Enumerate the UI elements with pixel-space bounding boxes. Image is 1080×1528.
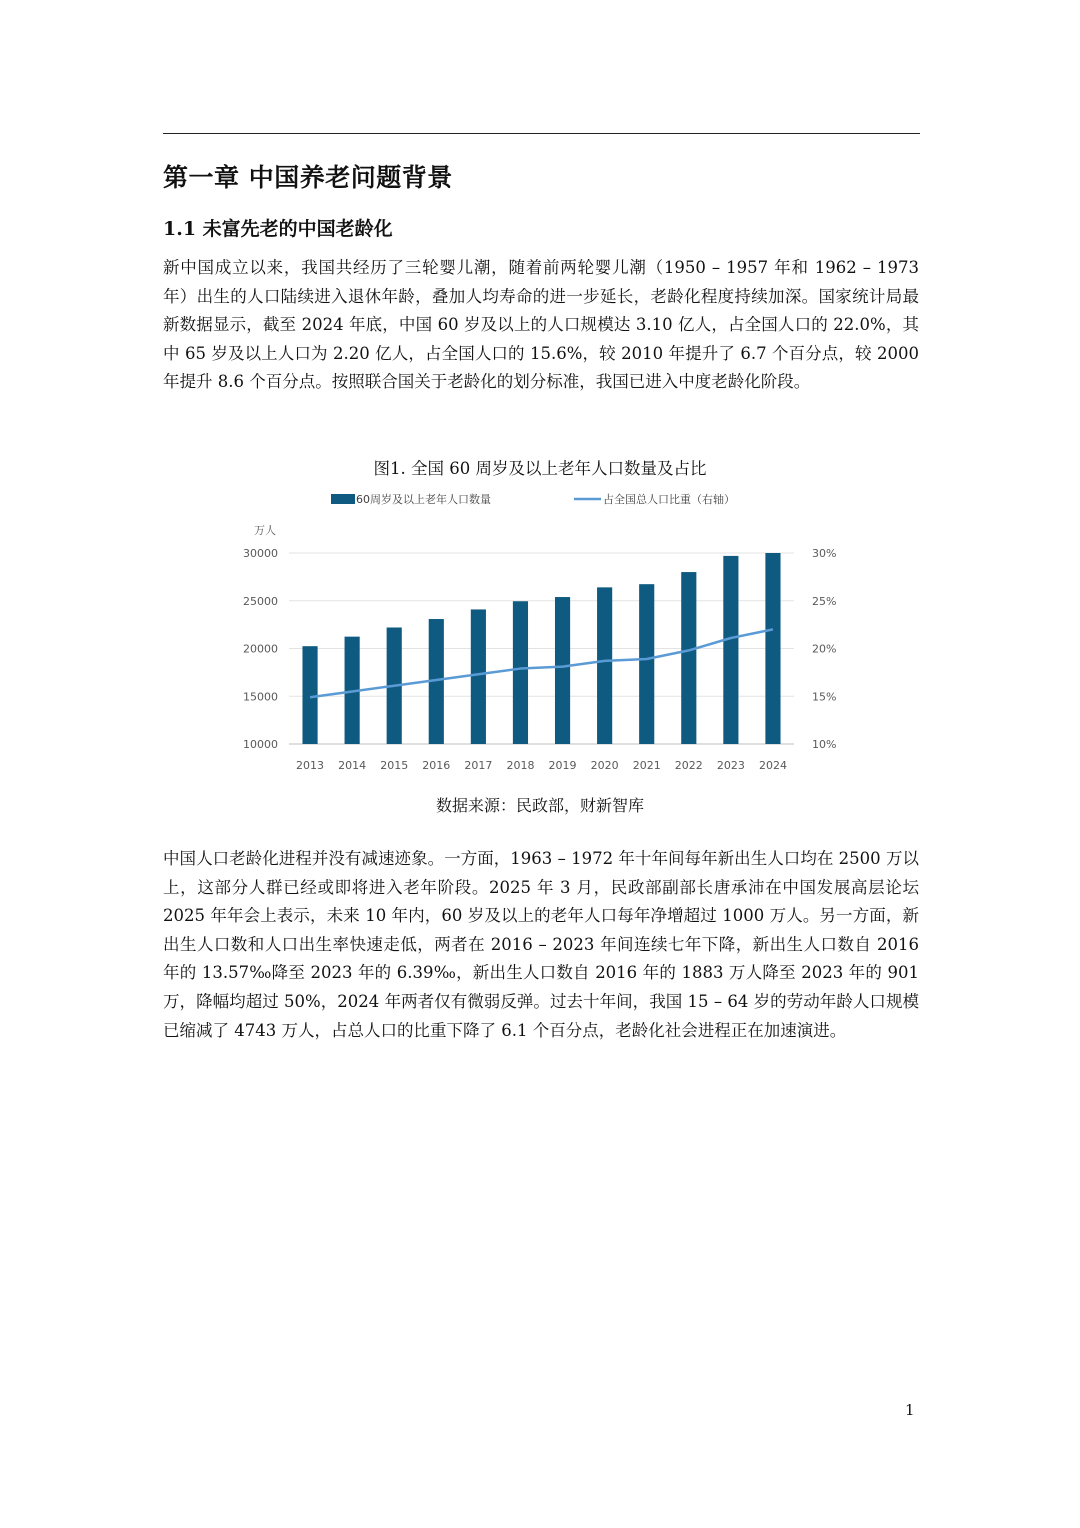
chart: [226, 484, 837, 784]
x-tick-label: 2017: [464, 759, 493, 772]
bar: [639, 584, 654, 744]
bar: [513, 601, 528, 744]
bar: [681, 572, 696, 744]
x-tick-label: 2019: [548, 759, 577, 772]
bar: [723, 556, 738, 744]
x-tick-label: 2024: [758, 759, 787, 772]
y-left-tick-label: 15000: [243, 690, 278, 704]
y-left-tick-label: 25000: [243, 594, 278, 608]
chart-legend: [331, 492, 735, 506]
x-tick-label: 2020: [590, 759, 619, 772]
bar: [302, 646, 317, 744]
section-title: 1.1 未富先老的中国老龄化: [163, 218, 393, 240]
x-tick-label: 2022: [674, 759, 703, 772]
x-tick-label: 2018: [506, 759, 535, 772]
y-right-tick-label: 20%: [812, 642, 837, 656]
bar: [597, 587, 612, 744]
bar: [471, 609, 486, 744]
y-right-tick-label: 15%: [812, 690, 837, 704]
chapter-title: 第一章 中国养老问题背景: [163, 163, 453, 192]
bar: [555, 597, 570, 744]
x-tick-label: 2013: [296, 759, 325, 772]
x-tick-label: 2015: [380, 759, 409, 772]
figure-source: 数据来源：民政部，财新智库: [435, 796, 644, 815]
y-left-tick-label: 20000: [243, 642, 278, 656]
header-rule: [163, 133, 920, 134]
paragraph-2: 中国人口老龄化进程并没有减速迹象。一方面，1963 – 1972 年十年间每年新出生人口均在 2500 万以上，这部分人群已经或即将进入老年阶段。2025 年 3 月，民政部副部长唐承沛在中国发展高层论坛 2025 年年会上表示，未来 10 年内，60 岁及以上的老年人口每年净增超过 1000 万人。另一方面，新出生人口数和人口出生率快速走低，两者在 2016 – 2023 年间连续七年下降，新出生人口数自 2016 年的 13.57‰降至 2023 年的 6.39‰，新出生人口数自 2016 年的 1883 万人降至 2023 年的 901 万，降幅均超过 50%，2024 年两者仅有微弱反弹。过去十年间，我国 15 – 64 岁的劳动年龄人口规模已缩减了 4743 万人，占总人口的比重下降了 6.1 个百分点，老龄化社会进程正在加速演进。: [163, 849, 919, 1040]
legend-label-bar: 60周岁及以上老年人口数量: [356, 493, 491, 506]
legend-label-line: 占全国总人口比重（右轴）: [603, 493, 735, 506]
ratio-line: [310, 629, 773, 697]
x-tick-label: 2016: [422, 759, 451, 772]
x-tick-label: 2023: [716, 759, 745, 772]
y-right-tick-label: 30%: [812, 547, 837, 560]
chart-grid: [289, 553, 794, 744]
y-left-axis-label: 万人: [254, 524, 276, 537]
x-tick-label: 2021: [632, 759, 661, 772]
legend-swatch-bar: [331, 494, 355, 504]
paragraph-1: 新中国成立以来，我国共经历了三轮婴儿潮，随着前两轮婴儿潮（1950 – 1957 年和 1962 – 1973 年）出生的人口陆续进入退休年龄，叠加人均寿命的进一步延长，老龄化程度持续加深。国家统计局最新数据显示，截至 2024 年底，中国 60 岁及以上的人口规模达 3.10 亿人，占全国人口的 22.0%，其中 65 岁及以上人口为 2.20 亿人，占全国人口的 15.6%，较 2010 年提升了 6.7 个百分点，较 2000 年提升 8.6 个百分点。按照联合国关于老龄化的划分标准，我国已进入中度老龄化阶段。: [163, 258, 919, 392]
bar: [765, 553, 780, 744]
chart-line: [310, 629, 773, 697]
x-tick-label: 2014: [338, 759, 367, 772]
y-right-tick-label: 25%: [812, 594, 837, 608]
figure-title: 图1. 全国 60 周岁及以上老年人口数量及占比: [373, 459, 707, 478]
y-right-tick-label: 10%: [812, 738, 837, 751]
y-left-tick-label: 10000: [243, 738, 278, 751]
y-left-tick-label: 30000: [243, 547, 278, 560]
page-number: 1: [905, 1401, 915, 1419]
